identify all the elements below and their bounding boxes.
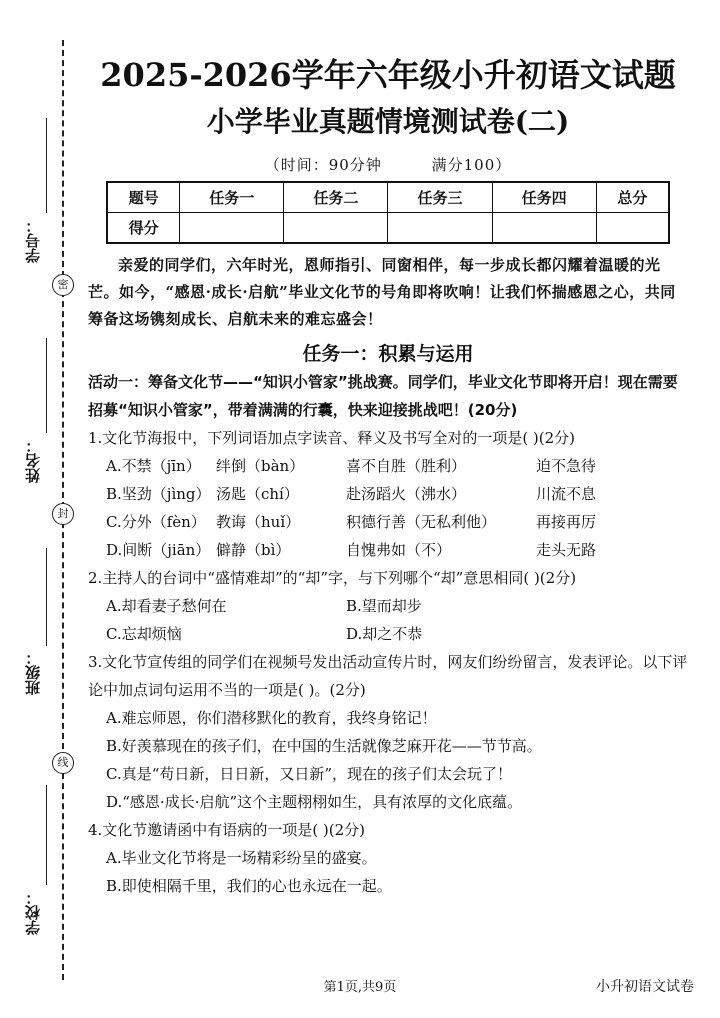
class-label: 班级： xyxy=(24,650,42,695)
option-cell: 僻静（bì） xyxy=(216,541,291,559)
class-line[interactable] xyxy=(46,548,47,646)
score-table xyxy=(106,181,670,244)
option-cell: 再接再厉 xyxy=(536,513,597,531)
option-d: D.却之不恭 xyxy=(346,625,423,643)
option-cell: 自愧弗如（不） xyxy=(346,541,452,559)
score-table-score-row xyxy=(107,213,669,244)
option-b: B.即使相隔千里，我们的心也永远在一起。 xyxy=(106,877,392,895)
score-cell[interactable] xyxy=(492,213,596,244)
option-a: A.毕业文化节将是一场精彩纷呈的盛宴。 xyxy=(106,849,377,867)
score-cell[interactable] xyxy=(180,213,284,244)
task1-title: 任务一：积累与运用 xyxy=(302,343,474,365)
score-table-header: 总分 xyxy=(596,182,669,213)
option-cell: 教诲（huǐ） xyxy=(216,513,301,531)
time-score-line xyxy=(88,154,688,175)
exam-title: 2025-2026学年六年级小升初语文试题 xyxy=(100,56,676,94)
full-score: 满分100） xyxy=(431,156,512,174)
score-cell[interactable] xyxy=(596,213,669,244)
question-2-options xyxy=(88,592,688,648)
question-1-options xyxy=(88,452,688,564)
intro-paragraph: 亲爱的同学们，六年时光，恩师指引、同窗相伴，每一步成长都闪耀着温暖的光芒。如今，“感恩·成长·启航”毕业文化节的号角即将吹响！让我们怀揣感恩之心，共同筹备这场镌刻成长、启航未来的难忘盛会！ xyxy=(88,256,676,328)
activity1-instructions: 活动一：筹备文化节——“知识小管家”挑战赛。同学们，毕业文化节即将开启！现在需要招募“知识小管家”，带着满满的行囊，快来迎接挑战吧！(20分) xyxy=(88,373,678,419)
seal-mark: 封 xyxy=(52,503,74,525)
option-cell: 迫不急待 xyxy=(536,457,597,475)
option-cell: 绊倒（bàn） xyxy=(216,457,305,475)
binding-margin xyxy=(0,0,80,1018)
page-number: 第1页,共9页 xyxy=(323,980,397,995)
student-id-line[interactable] xyxy=(46,118,47,213)
student-id-label: 学号： xyxy=(24,218,42,263)
option-cell: 走头无路 xyxy=(536,541,597,559)
question-2-stem: 2.主持人的台词中“盛情难却”的“却”字，与下列哪个“却”意思相同( )(2分) xyxy=(88,569,577,587)
exam-content xyxy=(88,52,688,900)
option-cell: A.不禁（jīn） xyxy=(106,457,201,475)
name-line[interactable] xyxy=(46,338,47,433)
seal-mark: 线 xyxy=(52,752,74,774)
option-c: C.真是“苟日新，日日新，又日新”，现在的孩子们太会玩了！ xyxy=(106,765,513,783)
option-cell: D.间断（jiān） xyxy=(106,541,211,559)
question-3-stem: 3.文化节宣传组的同学们在视频号发出活动宣传片时，网友们纷纷留言，发表评论。以下评论中加点词句运用不当的一项是( )。(2分) xyxy=(88,653,688,699)
score-table-header: 任务四 xyxy=(492,182,596,213)
question-4-stem: 4.文化节邀请函中有语病的一项是( )(2分) xyxy=(88,821,366,839)
option-cell: 川流不息 xyxy=(536,485,597,503)
name-label: 姓名： xyxy=(24,438,42,483)
option-c: C.忘却烦恼 xyxy=(106,625,182,643)
score-cell[interactable] xyxy=(388,213,492,244)
option-cell: C.分外（fèn） xyxy=(106,513,206,531)
exam-subtitle: 小学毕业真题情境测试卷(二) xyxy=(206,105,570,138)
option-b: B.好羡慕现在的孩子们，在中国的生活就像芝麻开花——节节高。 xyxy=(106,737,542,755)
option-cell: B.坚劲（jìng） xyxy=(106,485,211,503)
option-b: B.望而却步 xyxy=(346,597,422,615)
score-table-header-row xyxy=(107,182,669,213)
option-a: A.难忘师恩，你们潜移默化的教育，我终身铭记！ xyxy=(106,709,437,727)
score-table-header: 任务一 xyxy=(180,182,284,213)
option-a: A.却看妻子愁何在 xyxy=(106,597,227,615)
option-cell: 喜不自胜（胜利） xyxy=(346,457,467,475)
option-cell: 赴汤蹈火（沸水） xyxy=(346,485,467,503)
score-table-header: 任务三 xyxy=(388,182,492,213)
time-limit: （时间：90分钟 xyxy=(264,156,382,174)
option-cell: 积德行善（无私利他） xyxy=(346,513,497,531)
option-d: D.“感恩·成长·启航”这个主题栩栩如生，具有浓厚的文化底蕴。 xyxy=(106,793,523,811)
school-line[interactable] xyxy=(46,785,47,885)
score-row-label: 得分 xyxy=(107,213,180,244)
score-cell[interactable] xyxy=(284,213,388,244)
score-table-header: 任务二 xyxy=(284,182,388,213)
school-label: 学校： xyxy=(24,890,42,935)
score-table-header: 题号 xyxy=(107,182,180,213)
footer-label: 小升初语文试卷 xyxy=(596,979,694,995)
option-cell: 汤匙（chí） xyxy=(216,485,299,503)
seal-mark: 密 xyxy=(52,274,74,296)
question-1-stem: 1.文化节海报中，下列词语加点字读音、释义及书写全对的一项是( )(2分) xyxy=(88,429,576,447)
